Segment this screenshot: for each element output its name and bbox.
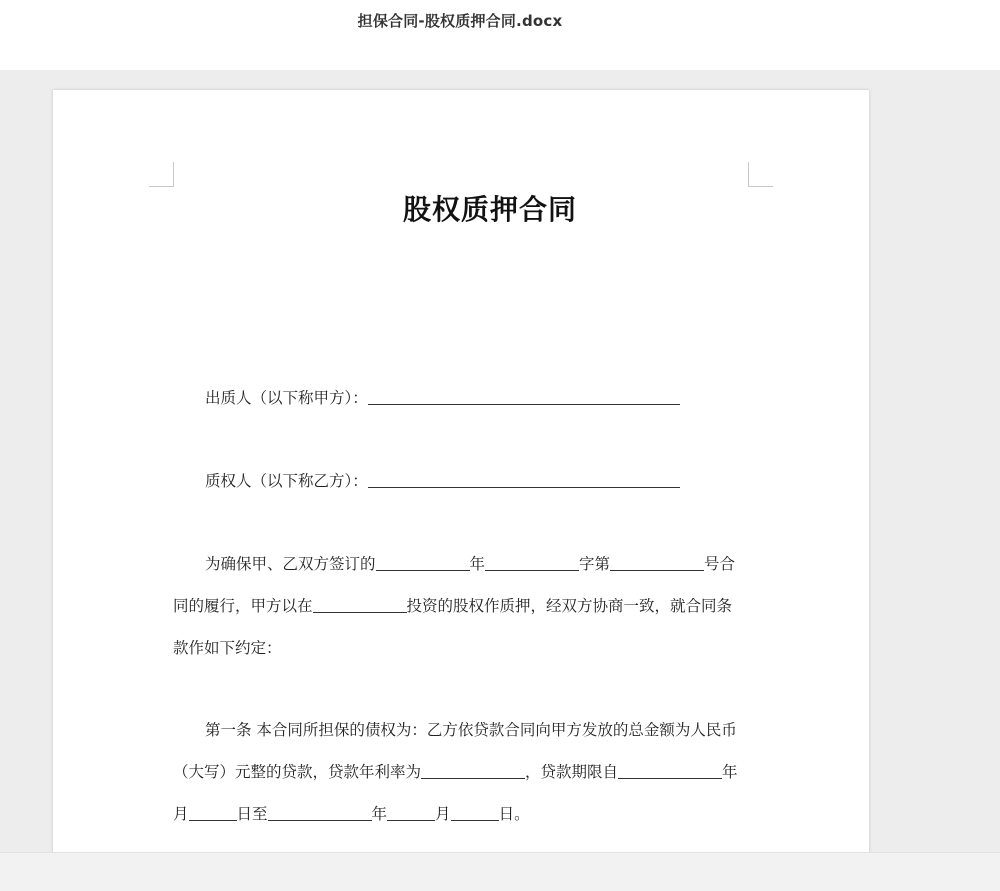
intro-text: 款作如下约定： xyxy=(173,639,282,657)
intro-line-1 xyxy=(173,554,753,574)
end-year-blank xyxy=(268,804,372,821)
document-filename: 担保合同-股权质押合同.docx xyxy=(357,12,563,30)
pledgor-label: 出质人（以下称甲方）： xyxy=(205,389,368,407)
article1-text: 日。 xyxy=(498,805,530,823)
intro-line-3 xyxy=(173,638,753,658)
start-year-blank xyxy=(618,762,722,779)
intro-text: 字第 xyxy=(579,555,611,573)
title-bar xyxy=(0,0,1000,70)
pledgee-line xyxy=(173,471,753,491)
pledgor-blank xyxy=(368,388,680,405)
article1-text: ，贷款期限自 xyxy=(525,763,619,781)
contract-year-blank xyxy=(376,554,470,571)
article1-line-1 xyxy=(173,720,753,740)
article1-text: （大写）元整的贷款，贷款年利率为 xyxy=(173,763,422,781)
margin-corner-top-right xyxy=(748,162,773,187)
interest-rate-blank xyxy=(421,762,525,779)
intro-text: 为确保甲、乙双方签订的 xyxy=(205,555,376,573)
intro-text: 年 xyxy=(469,555,486,573)
contract-prefix-blank xyxy=(485,554,579,571)
company-blank xyxy=(313,596,407,613)
contract-number-blank xyxy=(610,554,704,571)
intro-text: 同的履行，甲方以在 xyxy=(173,597,313,615)
intro-line-2 xyxy=(173,596,753,616)
pledgee-label: 质权人（以下称乙方）： xyxy=(205,472,368,490)
article1-text: 日至 xyxy=(236,805,268,823)
document-page[interactable] xyxy=(53,90,869,852)
margin-corner-top-left xyxy=(149,162,174,187)
article1-text: 第一条 本合同所担保的债权为：乙方依贷款合同向甲方发放的总金额为人民币 xyxy=(205,721,737,739)
document-canvas[interactable] xyxy=(0,70,1000,852)
start-month-blank xyxy=(189,804,237,821)
intro-text: 号合 xyxy=(704,555,736,573)
article1-line-2 xyxy=(173,762,753,782)
article1-text: 年 xyxy=(722,763,738,781)
pledgor-line xyxy=(173,388,753,408)
bottom-toolbar xyxy=(0,852,1000,891)
article1-text: 月 xyxy=(435,805,451,823)
article1-text: 年 xyxy=(371,805,388,823)
article1-line-3 xyxy=(173,804,753,824)
intro-text: 投资的股权作质押，经双方协商一致，就合同条 xyxy=(406,597,733,615)
end-day-blank xyxy=(451,804,499,821)
pledgee-blank xyxy=(368,471,680,488)
article1-text: 月 xyxy=(173,805,189,823)
end-month-blank xyxy=(387,804,435,821)
contract-title: 股权质押合同 xyxy=(402,193,577,226)
